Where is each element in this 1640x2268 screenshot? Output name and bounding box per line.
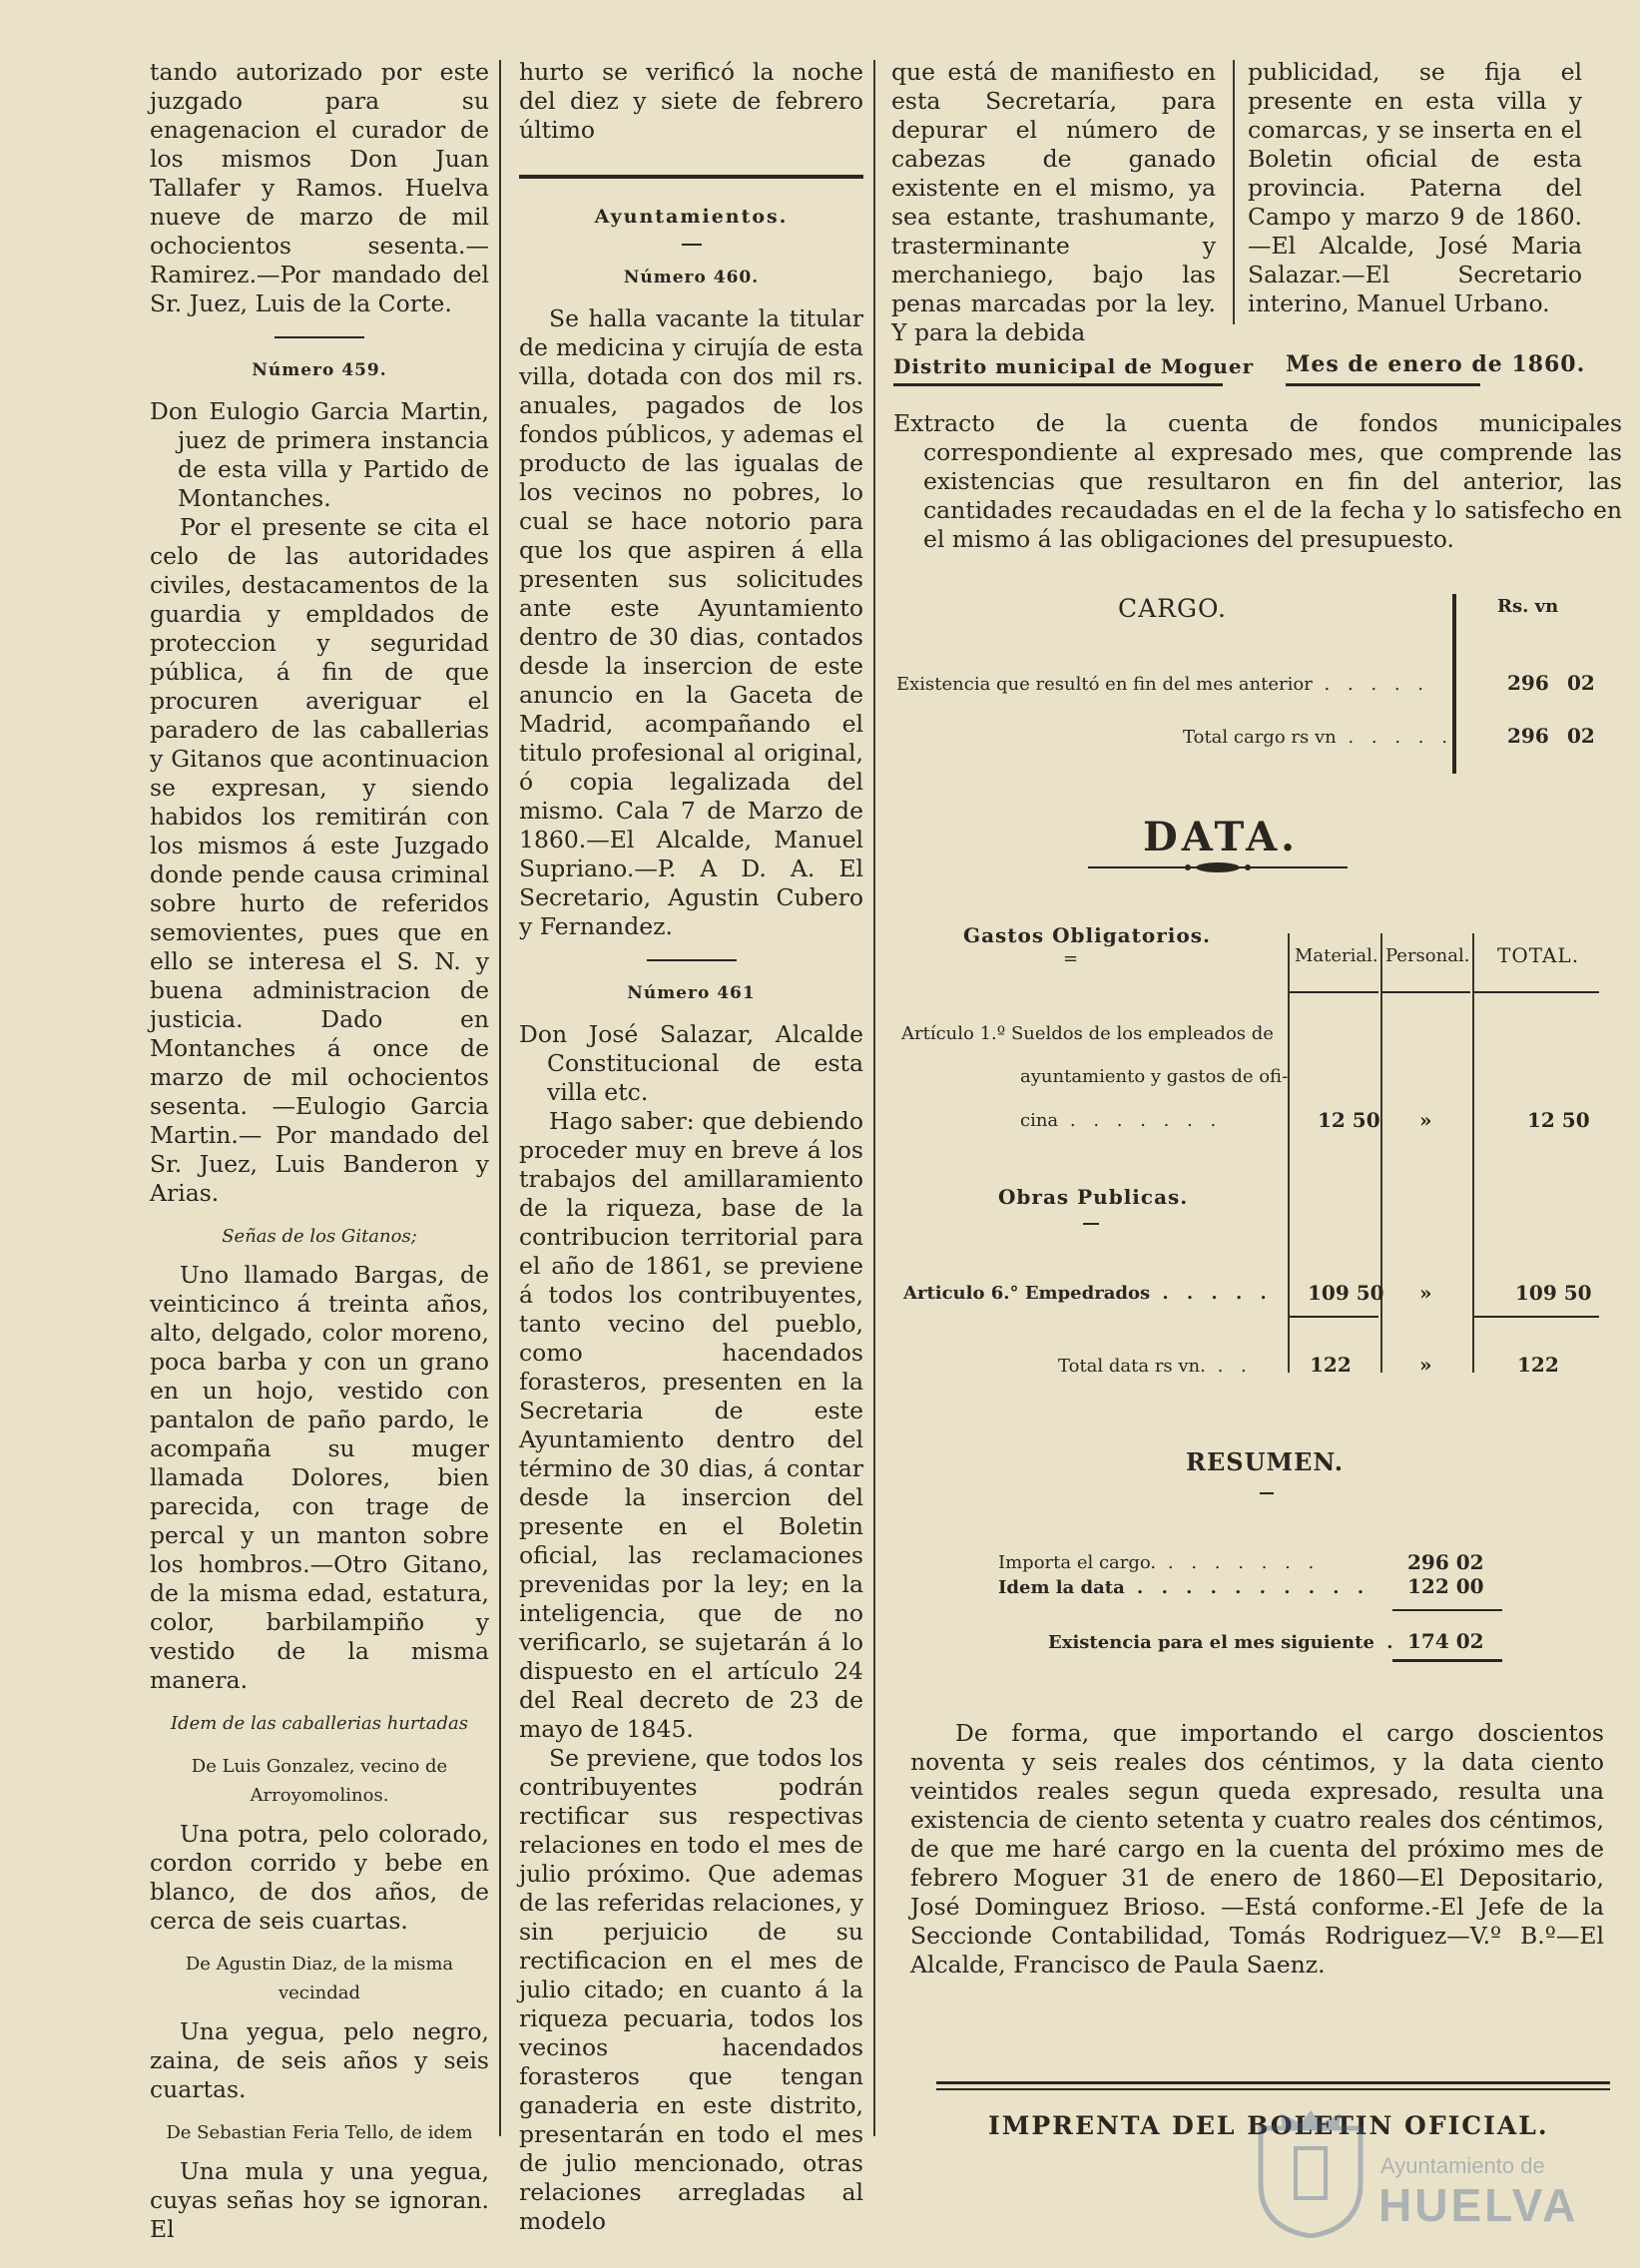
col-total: TOTAL. xyxy=(1497,943,1580,967)
footer-rule-top xyxy=(936,2081,1610,2084)
total-data-personal: » xyxy=(1419,1353,1432,1377)
col1-p4: Una potra, pelo colorado, cordon corrido y bebe en blanco, de dos años, de cerca de seis cuartas. xyxy=(150,1820,489,1935)
notice-number-459: Número 459. xyxy=(252,360,387,380)
header-rule xyxy=(1290,991,1378,993)
col1-p2: Por el presente se cita el celo de las autoridades civiles, destacamentos de la guardia y empldados de proteccion y seguridad pública, á fin de que procuren averiguar el paradero de las caballerias y Gitanos que acontinuacion se expresan, y siendo habidos los remitirán con los mismos á este Juzgado donde pende causa criminal sobre hurto de referidos semovientes, pues que en ello se interesa el S. N. y buena administracion de justicia. Dado en Montanches á once de marzo de mil ochocientos sesenta. —Eulogio Garcia Martin.— Por mandado del Sr. Juez, Luis Banderon y Arias. xyxy=(150,513,489,1207)
importa-label: Importa el cargo. . . . . . . . xyxy=(998,1552,1321,1573)
col2-p1: Se halla vacante la titular de medicina y cirujía de esta villa, dotada con dos mil rs. anuales, pagados de los fondos públicos, y ademas el producto de las igualas de los vecinos no pobres, lo cual se hace notorio para que los que aspiren á ella presenten sus solicitudes ante este Ayuntamiento dentro de 30 dias, contados desde la insercion de este anuncio en la Gaceta de Madrid, acompañando el titulo profesional al original, ó copia legalizada del mismo. Cala 7 de Marzo de 1860.—El Alcalde, Manuel Supriano.—P. A D. A. El Secretario, Agustin Cubero y Fernandez. xyxy=(519,304,863,940)
table-rule-2 xyxy=(1380,933,1382,1373)
col1-p6: Una mula y una yegua, cuyas señas hoy se ignoran. El xyxy=(150,2157,489,2243)
col1-p5: Una yegua, pelo negro, zaina, de seis años y seis cuartas. xyxy=(150,2017,489,2103)
col1-p3: Uno llamado Bargas, de veinticinco á treinta años, alto, delgado, color moreno, poca barba y con un grano en un hojo, vestido con pantalon de paño pardo, le acompaña su muger llamada Dolores, bien parecida, con trage de percal y un manton sobre los hombros.—Otro Gitano, de la misma edad, estatura, color, barbilampiño y vestido de la misma manera. xyxy=(150,1261,489,1694)
art1-total: 12 50 xyxy=(1527,1108,1590,1132)
divider xyxy=(682,244,702,246)
section-title: Ayuntamientos. xyxy=(594,206,789,228)
idem-label: Idem la data . . . . . . . . . . xyxy=(998,1577,1370,1598)
equals-mark: = xyxy=(1063,948,1079,969)
divider xyxy=(1083,1223,1099,1225)
resumen-title: RESUMEN. xyxy=(1186,1447,1345,1476)
sum-rule xyxy=(1474,1316,1599,1318)
col-material: Material. xyxy=(1295,945,1378,966)
col1-p1: Don Eulogio Garcia Martin, juez de primera instancia de esta villa y Partido de Montanches. xyxy=(150,397,489,512)
col1-intro: tando autorizado por este juzgado para su enagenacion el curador de los mismos Don Juan Tallafer y Ramos. Huelva nueve de marzo de mil ochocientos sesenta.—Ramirez.—Por mandado del Sr. Juez, Luis de la Corte. xyxy=(150,58,489,317)
header-rule xyxy=(1474,991,1599,993)
watermark xyxy=(1251,2098,1579,2248)
col1-sub1: Señas de los Gitanos; xyxy=(222,1226,417,1247)
divider xyxy=(274,336,364,338)
art6-total: 109 50 xyxy=(1515,1281,1592,1305)
art1-personal: » xyxy=(1419,1108,1432,1132)
district-underline xyxy=(893,383,1223,386)
watermark-line1: Ayuntamiento de xyxy=(1380,2153,1545,2178)
notice-number-460: Número 460. xyxy=(623,268,760,287)
header-rule xyxy=(1382,991,1470,993)
art1-material: 12 50 xyxy=(1318,1108,1380,1132)
col-personal: Personal. xyxy=(1385,945,1470,966)
total-cargo-cents: 02 xyxy=(1567,724,1595,748)
total-data-material: 122 xyxy=(1310,1353,1352,1377)
total-cargo-rs: 296 xyxy=(1507,724,1549,748)
rs-header: Rs. vn xyxy=(1497,596,1559,617)
total-data-total: 122 xyxy=(1517,1353,1559,1377)
art6-personal: » xyxy=(1419,1281,1432,1305)
sum-rule xyxy=(1392,1609,1502,1611)
month-title: Mes de enero de 1860. xyxy=(1286,351,1586,377)
data-title: DATA. xyxy=(1143,814,1300,860)
month-underline xyxy=(1286,383,1480,386)
notice-number-461: Número 461 xyxy=(627,983,756,1003)
obras-title: Obras Publicas. xyxy=(998,1185,1189,1209)
col1-sub3: De Luis Gonzalez, vecino de Arroyomolinos. xyxy=(191,1756,448,1806)
column-3 xyxy=(891,58,1216,347)
column-rule-2 xyxy=(873,60,875,2136)
column-rule-3 xyxy=(1233,60,1235,324)
art6-material: 109 50 xyxy=(1308,1281,1384,1305)
col1-sub5: De Sebastian Feria Tello, de idem xyxy=(166,2122,473,2143)
total-cargo-label: Total cargo rs vn . . . . . xyxy=(1183,727,1453,748)
art6-label: Articulo 6.° Empedrados . . . . . xyxy=(903,1283,1273,1304)
total-data-label: Total data rs vn. . . xyxy=(1058,1356,1253,1377)
divider xyxy=(1260,1492,1274,1494)
divider xyxy=(647,959,737,961)
watermark-line2: HUELVA xyxy=(1378,2179,1579,2231)
column-1 xyxy=(150,58,489,2244)
column-rule-1 xyxy=(499,60,501,2136)
table-rule-1 xyxy=(1288,933,1290,1373)
footer-rule-bottom xyxy=(936,2088,1610,2090)
district-title: Distrito municipal de Moguer xyxy=(893,354,1255,378)
ornament-rule xyxy=(1088,860,1348,874)
table-rule-3 xyxy=(1472,933,1474,1373)
column-4 xyxy=(1248,58,1582,318)
coat-of-arms-icon xyxy=(1251,2108,1370,2238)
col2-p2: Don José Salazar, Alcalde Constitucional de esta villa etc. xyxy=(519,1020,863,1106)
extract-text: Extracto de la cuenta de fondos municipales correspondiente al expresado mes, que comprende las existencias que resultaron en fin del anterior, las cantidades recaudadas en el de la fecha y lo satisfecho en el mismo á las obligaciones del presupuesto. xyxy=(893,409,1622,553)
col1-sub2: Idem de las caballerias hurtadas xyxy=(171,1713,468,1734)
col2-intro: hurto se verificó la noche del diez y siete de febrero último xyxy=(519,58,863,144)
col1-sub4: De Agustin Diaz, de la misma vecindad xyxy=(185,1954,454,2003)
existencia-sig-value: 174 02 xyxy=(1407,1629,1484,1653)
col2-p3: Hago saber: que debiendo proceder muy en breve á los trabajos del amillaramiento de la riqueza, base de la contribucion territorial para el año de 1861, se previene á todos los contribuyentes, tanto vecino del pueblo, como hacendados forasteros, presenten en la Secretaria de este Ayuntamiento dentro del término de 30 dias, á contar desde la insercion del presente en el Boletin oficial, las reclamaciones prevenidas por la ley; en la inteligencia, que de no verificarlo, se sujetarán á lo dispuesto en el artículo 24 del Real decreto de 23 de mayo de 1845. xyxy=(519,1107,863,1743)
importa-value: 296 02 xyxy=(1407,1550,1484,1574)
existencia-sig-label: Existencia para el mes siguiente . xyxy=(1048,1632,1399,1653)
col3-text: que está de manifiesto en esta Secretaría, para depurar el número de cabezas de ganado existente en el mismo, ya sea estante, trashumante, trasterminante y merchaniego, bajo las penas marcadas por la ley. Y para la debida xyxy=(891,58,1216,346)
gastos-title: Gastos Obligatorios. xyxy=(963,923,1211,947)
col4-text: publicidad, se fija el presente en esta villa y comarcas, y se inserta en el Boletin oficial de esta provincia. Paterna del Campo y marzo 9 de 1860.—El Alcalde, José Maria Salazar.—El Secretario interino, Manuel Urbano. xyxy=(1248,58,1582,317)
existencia-cents: 02 xyxy=(1567,671,1595,695)
footer-imprint: IMPRENTA DEL BOLETIN OFICIAL. xyxy=(988,2111,1549,2140)
art1-line1: Artículo 1.º Sueldos de los empleados de xyxy=(901,1023,1274,1044)
sum-rule xyxy=(1290,1316,1378,1318)
col2-p4: Se previene, que todos los contribuyentes podrán rectificar sus respectivas relaciones en todo el mes de julio próximo. Que ademas de las referidas relaciones, y sin perjuicio de su rectificacion en el mes de julio citado; en cuanto á la riqueza pecuaria, todos los vecinos hacendados forasteros que tengan ganaderia en este distrito, presentarán en todo el mes de julio mencionado, otras relaciones arregladas al modelo xyxy=(519,1744,863,2235)
idem-value: 122 00 xyxy=(1407,1574,1484,1598)
double-rule xyxy=(1392,1659,1502,1662)
cargo-title: CARGO. xyxy=(1118,594,1227,623)
existencia-rs: 296 xyxy=(1507,671,1549,695)
section-rule xyxy=(519,175,863,179)
existencia-label: Existencia que resultó en fin del mes anterior . . . . . xyxy=(896,674,1430,695)
closing-text: De forma, que importando el cargo doscientos noventa y seis reales dos céntimos, y la data ciento veintidos reales segun queda expresado, resulta una existencia de ciento setenta y cuatro reales dos céntimos, de que me haré cargo en la cuenta del próximo mes de febrero Moguer 31 de enero de 1860—El Depositario, José Dominguez Brioso. —Está conforme.-El Jefe de la Seccionde Contabilidad, Tomás Rodriguez—V.º B.º—El Alcalde, Francisco de Paula Saenz. xyxy=(910,1719,1604,1979)
column-2 xyxy=(519,58,863,2236)
art1-line2: ayuntamiento y gastos de ofi- xyxy=(1020,1066,1289,1087)
art1-line3: cina . . . . . . . xyxy=(1020,1110,1223,1131)
